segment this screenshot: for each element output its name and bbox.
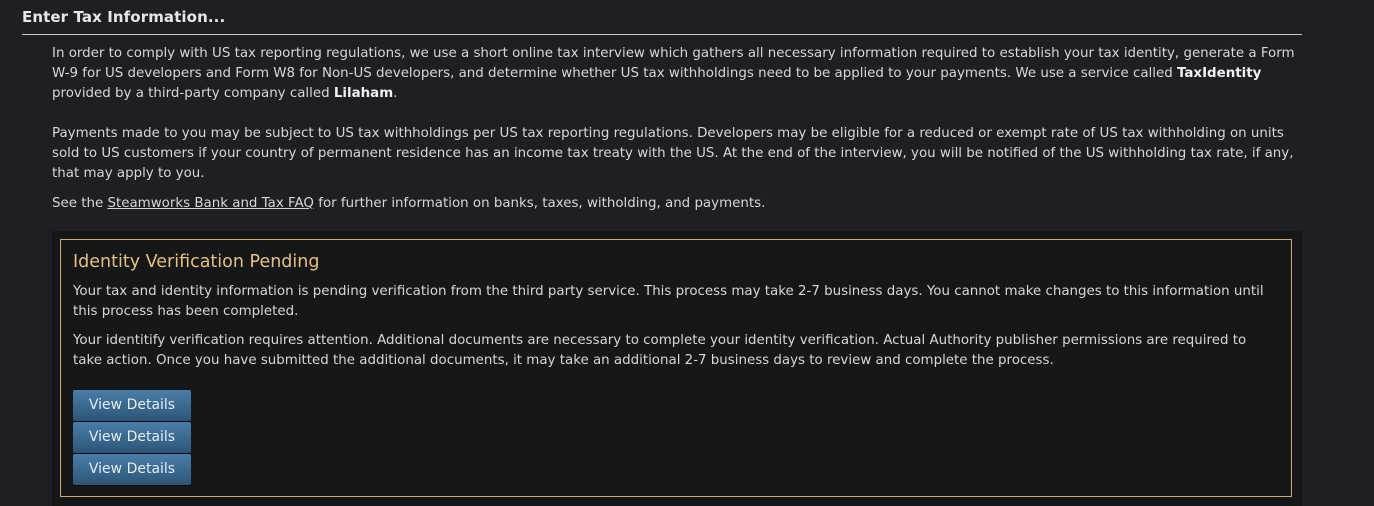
steamworks-faq-link[interactable]: Steamworks Bank and Tax FAQ (107, 196, 314, 211)
title-divider (22, 34, 1302, 35)
service-name: TaxIdentity (1176, 66, 1262, 81)
view-details-button-1[interactable]: View Details (73, 390, 191, 421)
notice-text-pending: Your tax and identity information is pending verification from the third party service. This process may take 2-7 business days. You cannot make changes to this information until this process has been completed. (73, 284, 1264, 319)
notice-text-attention: Your identitify verification requires attention. Additional documents are necessary to complete your identity verification. Actual Authority publisher permissions are required to take action. Once you have submitted the additional documents, it may take an additional 2-7 business days to review and complete the process. (73, 333, 1247, 368)
intro-paragraph-3 (52, 194, 1302, 214)
intro-p1-text-a: In order to comply with US tax reporting regulations, we use a short online tax interview which gathers all necessary information required to establish your tax identity, generate a Form W-9 for US developers and Form W8 for Non-US developers, and determine whether US tax withholdings need to be applied to your payments. We use a service called (52, 46, 1295, 81)
view-details-button-2[interactable]: View Details (73, 422, 191, 453)
identity-verification-notice (60, 239, 1292, 497)
view-details-button-3[interactable]: View Details (73, 454, 191, 485)
intro-paragraph-1 (52, 44, 1302, 104)
intro-paragraph-2: Payments made to you may be subject to US tax withholdings per US tax reporting regulations. Developers may be eligible for a reduced or exempt rate of US tax withholding on units sold to US customers if your country of permanent residence has an income tax treaty with the US. At the end of the interview, you will be notified of the US withholding tax rate, if any, that may apply to you. (52, 126, 1294, 181)
intro-p1-text-c: . (393, 86, 398, 101)
intro-p1-text-b: provided by a third-party company called (52, 86, 334, 101)
faq-suffix: for further information on banks, taxes, witholding, and payments. (313, 196, 766, 211)
faq-prefix: See the (52, 196, 108, 211)
notice-title: Identity Verification Pending (73, 252, 320, 272)
section-title: Enter Tax Information... (22, 8, 226, 26)
company-name: Lilaham (333, 86, 394, 101)
